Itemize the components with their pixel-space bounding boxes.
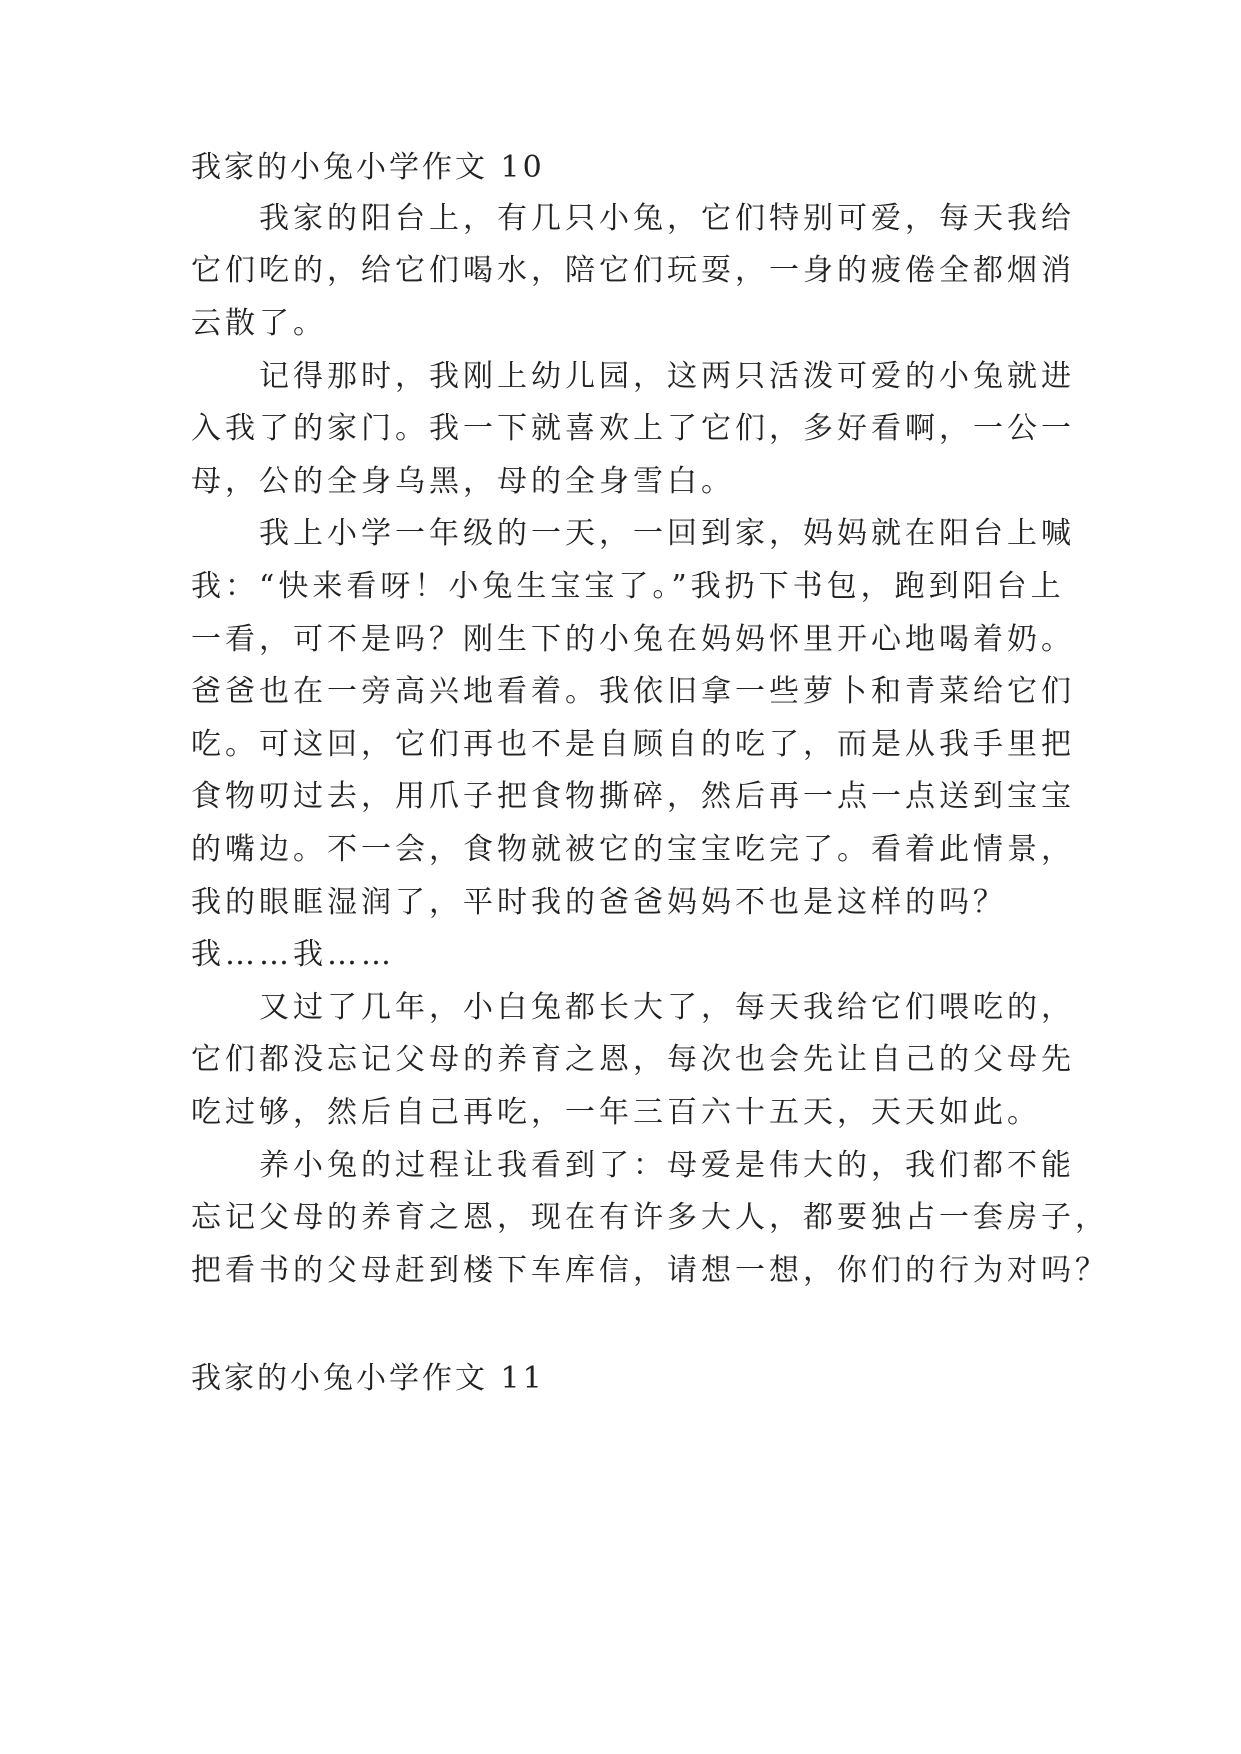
paragraph-4-line-1: 又过了几年，小白兔都长大了，每天我给它们喂吃的， [191, 990, 1075, 1025]
paragraph-1-line-3: 云散了。 [191, 306, 327, 341]
paragraph-5-line-1: 养小兔的过程让我看到了：母爱是伟大的，我们都不能 [191, 1148, 1075, 1183]
paragraph-3-line-7: 的嘴边。不一会，食物就被它的宝宝吃完了。看着此情景， [191, 832, 1075, 867]
paragraph-3-line-6: 食物叨过去，用爪子把食物撕碎，然后再一点一点送到宝宝 [191, 779, 1075, 814]
paragraph-3-line-9: 我……我…… [191, 937, 395, 972]
paragraph-3-line-2: 我：“快来看呀！小兔生宝宝了。”我扔下书包，跑到阳台上 [191, 569, 1065, 604]
paragraph-4-line-2: 它们都没忘记父母的养育之恩，每次也会先让自己的父母先 [191, 1042, 1075, 1077]
paragraph-2-line-2: 入我了的家门。我一下就喜欢上了它们，多好看啊，一公一 [191, 411, 1075, 446]
paragraph-5-line-2: 忘记父母的养育之恩，现在有许多大人，都要独占一套房子， [191, 1200, 1109, 1235]
section-11-title: 我家的小兔小学作文 11 [191, 1361, 545, 1396]
paragraph-1-line-2: 它们吃的，给它们喝水，陪它们玩耍，一身的疲倦全都烟消 [191, 253, 1075, 288]
paragraph-3-line-4: 爸爸也在一旁高兴地看着。我依旧拿一些萝卜和青菜给它们 [191, 674, 1075, 709]
paragraph-1-line-1: 我家的阳台上，有几只小兔，它们特别可爱，每天我给 [191, 201, 1075, 236]
paragraph-2-line-3: 母，公的全身乌黑，母的全身雪白。 [191, 464, 735, 499]
section-10-title: 我家的小兔小学作文 10 [191, 150, 545, 185]
paragraph-3-line-5: 吃。可这回，它们再也不是自顾自的吃了，而是从我手里把 [191, 727, 1075, 762]
paragraph-3-line-8: 我的眼眶湿润了，平时我的爸爸妈妈不也是这样的吗？ [191, 885, 1007, 920]
paragraph-3-line-1: 我上小学一年级的一天，一回到家，妈妈就在阳台上喊 [191, 516, 1075, 551]
paragraph-2-line-1: 记得那时，我刚上幼儿园，这两只活泼可爱的小兔就进 [191, 359, 1075, 394]
paragraph-3-line-3: 一看，可不是吗？刚生下的小兔在妈妈怀里开心地喝着奶。 [191, 622, 1075, 657]
paragraph-5-line-3: 把看书的父母赶到楼下车库信，请想一想，你们的行为对吗？ [191, 1253, 1109, 1288]
paragraph-4-line-3: 吃过够，然后自己再吃，一年三百六十五天，天天如此。 [191, 1095, 1041, 1130]
